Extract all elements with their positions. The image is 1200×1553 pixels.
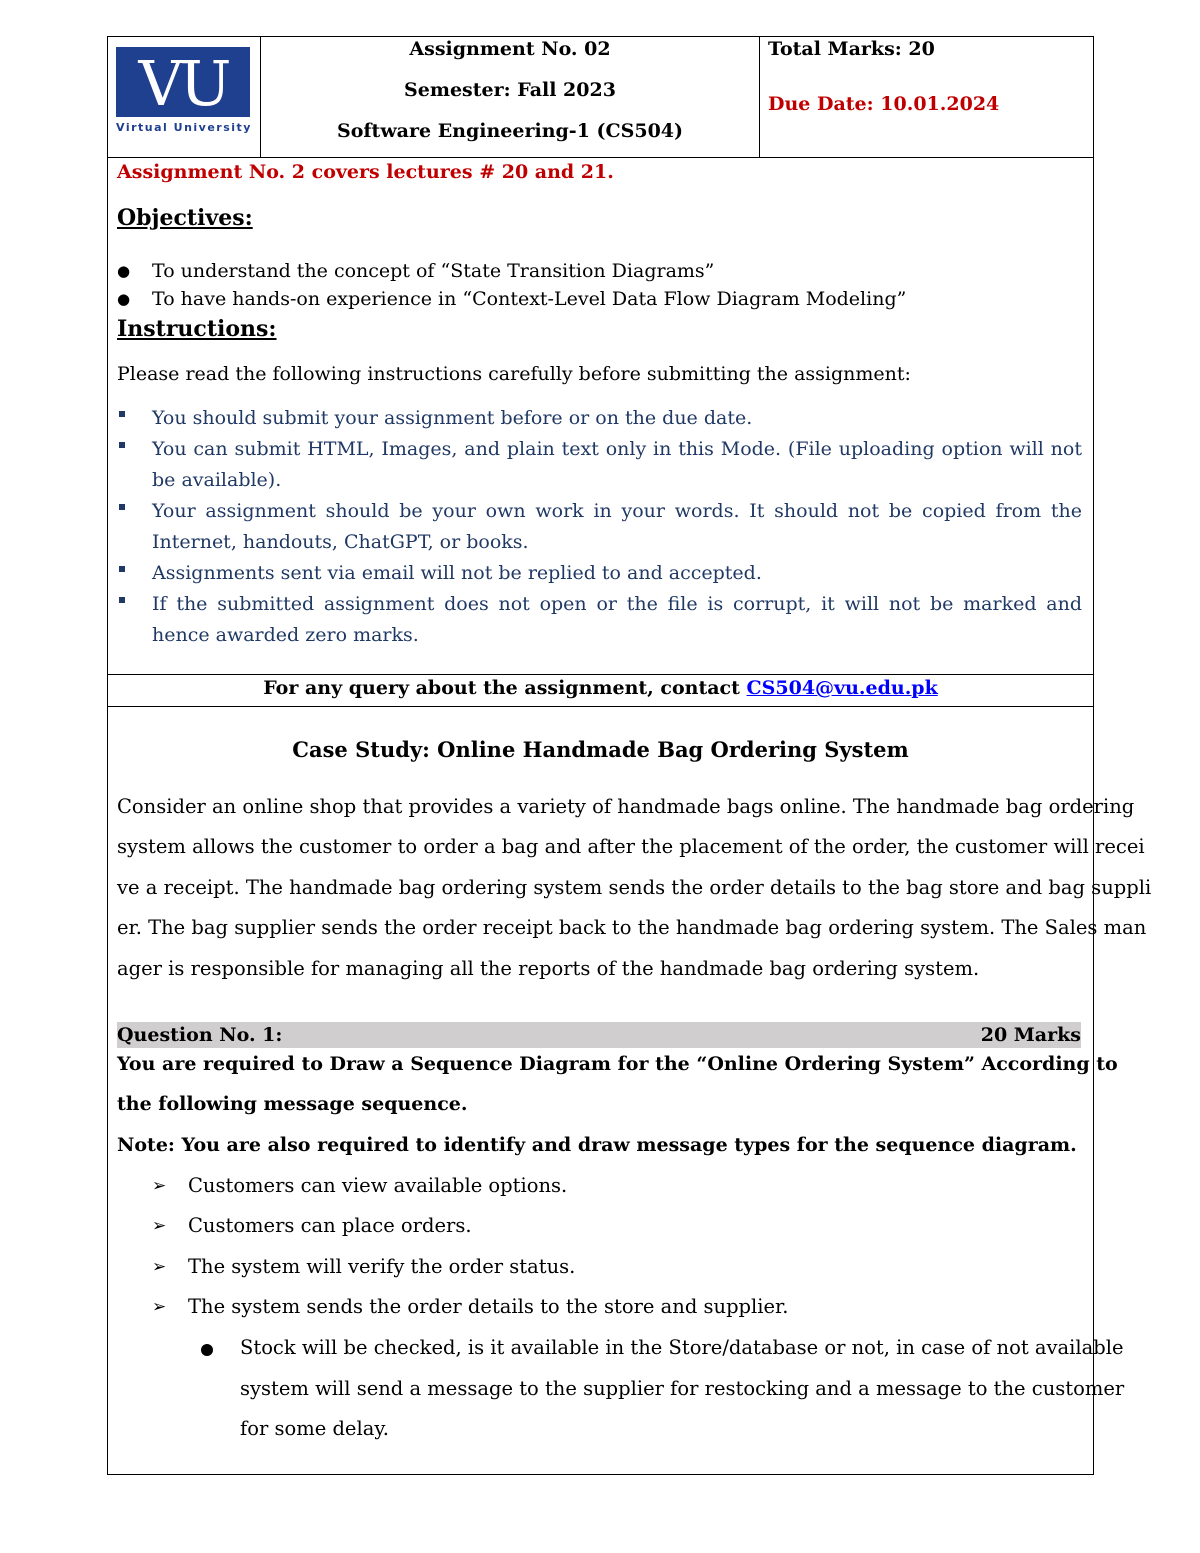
sequence-substep-line: Stock will be checked, is it available in the Store/database or not, in case of not available — [240, 1336, 1124, 1359]
case-study-line: ager is responsible for managing all the reports of the handmade bag ordering system. — [117, 957, 980, 980]
question-prompt: the following message sequence. — [117, 1093, 468, 1115]
instruction-item: You should submit your assignment before or on the due date. — [152, 407, 753, 429]
objectives-heading: Objectives: — [117, 205, 253, 231]
instruction-bullet — [119, 504, 125, 510]
contact-bottom-rule — [107, 706, 1094, 707]
instructions-bottom-rule — [107, 674, 1094, 675]
arrow-bullet-icon: ➢ — [152, 1297, 167, 1317]
objective-bullet: ● — [117, 262, 131, 280]
arrow-bullet-icon: ➢ — [152, 1257, 167, 1277]
question-marks: 20 Marks — [980, 1024, 1081, 1046]
objective-item: To understand the concept of “State Transition Diagrams” — [152, 260, 715, 282]
contact-email-link[interactable]: CS504@vu.edu.pk — [746, 677, 938, 699]
semester: Semester: Fall 2023 — [404, 79, 616, 101]
vu-logo — [114, 45, 254, 137]
header-divider-left — [260, 36, 261, 158]
lecture-coverage: Assignment No. 2 covers lectures # 20 and 21. — [117, 161, 614, 183]
question-prompt: You are required to Draw a Sequence Diagram for the “Online Ordering System” According to — [117, 1053, 1118, 1075]
instruction-item: Assignments sent via email will not be replied to and accepted. — [152, 562, 762, 584]
case-study-line: Consider an online shop that provides a variety of handmade bags online. The handmade bag ordering — [117, 795, 1135, 818]
instructions-heading: Instructions: — [117, 316, 277, 342]
arrow-bullet-icon: ➢ — [152, 1176, 167, 1196]
sub-bullet-icon — [201, 1344, 213, 1356]
objective-bullet: ● — [117, 290, 131, 308]
instruction-item: If the submitted assignment does not open or the file is corrupt, it will not be marked and hence awarded zero marks. — [152, 593, 1082, 646]
instruction-item: You can submit HTML, Images, and plain text only in this Mode. (File uploading option will not be available). — [152, 438, 1082, 491]
contact-line — [108, 677, 1093, 699]
case-study-title: Case Study: Online Handmade Bag Ordering System — [292, 737, 909, 762]
sequence-substep-line: system will send a message to the supplier for restocking and a message to the customer — [240, 1377, 1125, 1400]
instruction-bullet — [119, 566, 125, 572]
question-note: Note: You are also required to identify and draw message types for the sequence diagram. — [117, 1134, 1077, 1156]
sequence-step: The system sends the order details to the store and supplier. — [188, 1295, 789, 1318]
logo-subtext: Virtual University — [116, 121, 252, 134]
instruction-bullet — [119, 442, 125, 448]
logo-letters: VU — [138, 47, 228, 120]
arrow-bullet-icon: ➢ — [152, 1216, 167, 1236]
sequence-step: Customers can place orders. — [188, 1214, 472, 1237]
question-label: Question No. 1: — [117, 1024, 283, 1046]
sequence-substep-line: for some delay. — [240, 1417, 389, 1440]
instruction-item: Your assignment should be your own work in your words. It should not be copied from the Internet, handouts, ChatGPT, or books. — [152, 500, 1082, 553]
sequence-step: The system will verify the order status. — [188, 1255, 576, 1278]
course-title: Software Engineering-1 (CS504) — [336, 120, 684, 142]
instruction-bullet — [119, 597, 125, 603]
total-marks: Total Marks: 20 — [768, 38, 935, 60]
case-study-line: ve a receipt. The handmade bag ordering system sends the order details to the bag store and bag suppli — [117, 876, 1152, 899]
case-study-line: system allows the customer to order a bag and after the placement of the order, the customer will recei — [117, 835, 1145, 858]
header-divider-right — [759, 36, 760, 158]
assignment-number: Assignment No. 02 — [409, 38, 611, 60]
sequence-step: Customers can view available options. — [188, 1174, 568, 1197]
due-date: Due Date: 10.01.2024 — [768, 93, 1000, 115]
header-bottom-rule — [107, 157, 1094, 158]
instructions-intro: Please read the following instructions carefully before submitting the assignment: — [117, 363, 911, 385]
instruction-bullet — [119, 411, 125, 417]
case-study-line: er. The bag supplier sends the order receipt back to the handmade bag ordering system. The Sales man — [117, 916, 1147, 939]
contact-text: For any query about the assignment, contact — [263, 677, 747, 699]
objective-item: To have hands-on experience in “Context-Level Data Flow Diagram Modeling” — [152, 288, 907, 310]
